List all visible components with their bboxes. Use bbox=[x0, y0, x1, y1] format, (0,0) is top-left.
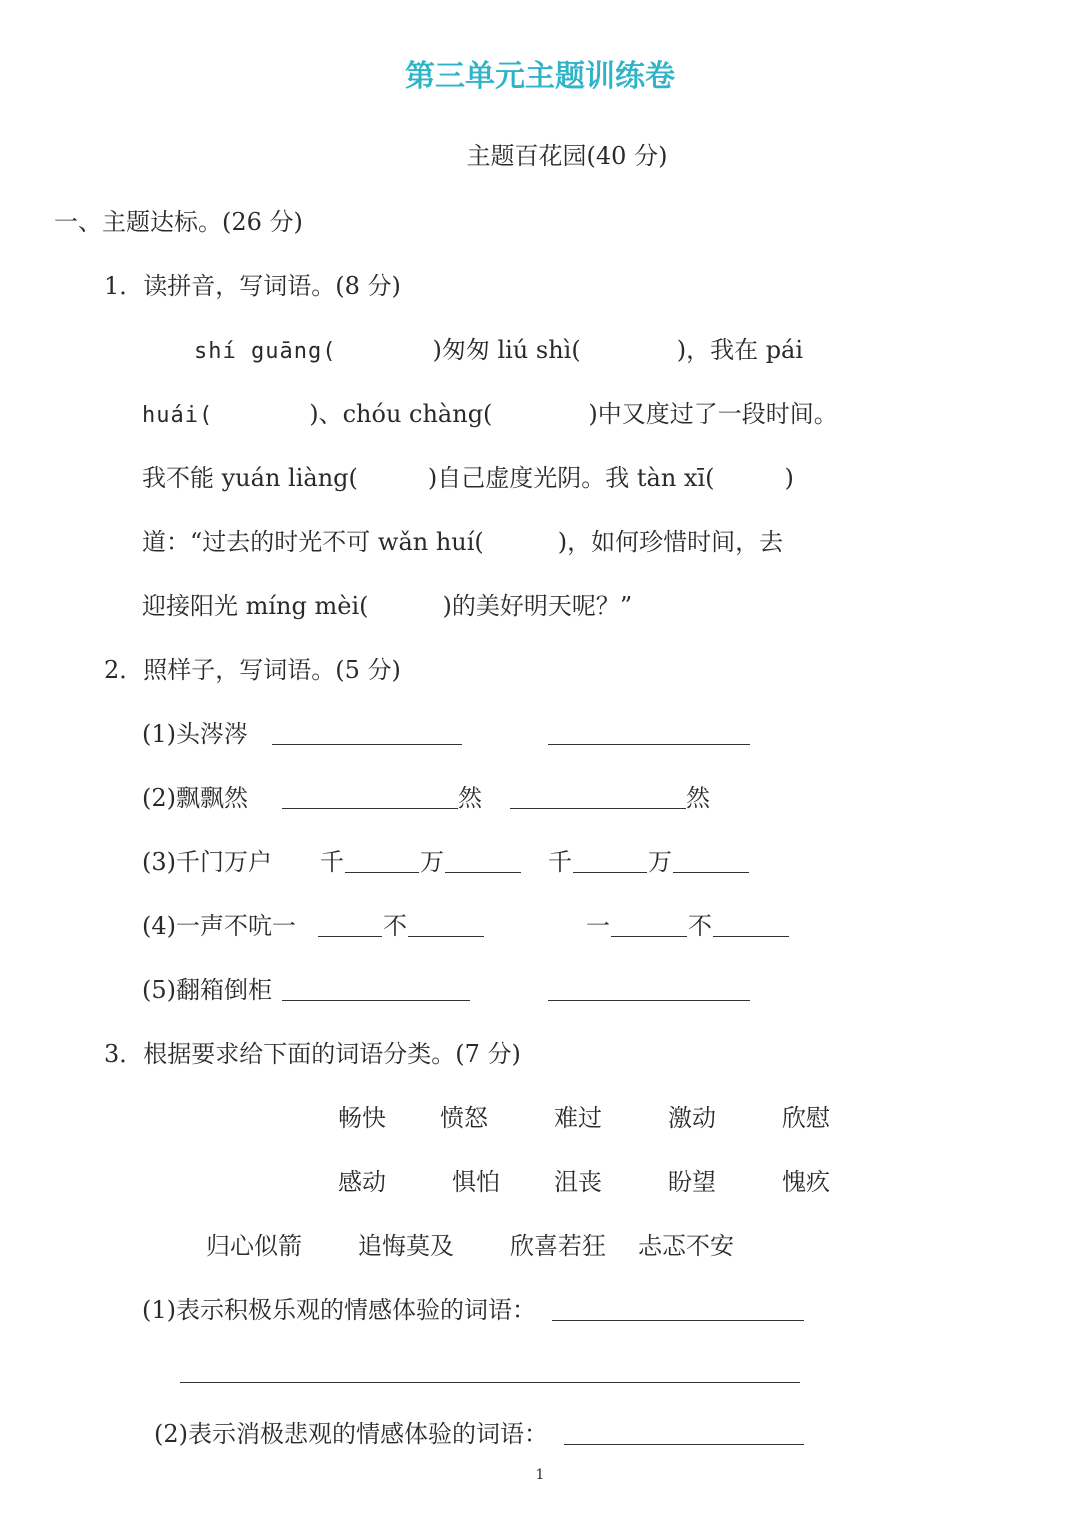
section1-heading: 一、主题达标。(26 分) bbox=[54, 208, 303, 236]
q2-item2-blank1[interactable] bbox=[282, 808, 458, 809]
q1-line1-part1: shí guāng( bbox=[194, 339, 337, 364]
q2-item4-blank4[interactable] bbox=[713, 936, 789, 937]
word-item: 愤怒 bbox=[440, 1104, 488, 1132]
q1-line4 bbox=[142, 530, 783, 554]
q2-item4-char3: 不 bbox=[688, 912, 712, 940]
q1-line1 bbox=[194, 338, 803, 363]
q2-item3-char1: 千 bbox=[320, 848, 344, 876]
word-item: 欣喜若狂 bbox=[510, 1232, 606, 1260]
q1-line4-part2: )，如何珍惜时间，去 bbox=[557, 528, 784, 556]
q2-item3-label: (3)千门万户 bbox=[142, 848, 272, 876]
q1-heading: 1．读拼音，写词语。(8 分) bbox=[104, 272, 401, 300]
q3-sub2-blank1[interactable] bbox=[564, 1444, 804, 1445]
q3-sub1-blank2[interactable] bbox=[180, 1382, 800, 1383]
q2-item2-label: (2)飘飘然 bbox=[142, 784, 248, 812]
q1-line2 bbox=[142, 402, 838, 427]
q1-line3-part2: )自己虚度光阴。我 tàn xī( bbox=[427, 464, 715, 492]
section-subtitle: 主题百花园(40 分) bbox=[466, 142, 668, 170]
q2-item5-label: (5)翻箱倒柜 bbox=[142, 976, 272, 1004]
q2-item5-blank1[interactable] bbox=[282, 1000, 470, 1001]
q1-line1-part3: )，我在 pái bbox=[676, 336, 804, 364]
q3-heading: 3．根据要求给下面的词语分类。(7 分) bbox=[104, 1040, 521, 1068]
q2-item2-suffix1: 然 bbox=[458, 784, 482, 812]
word-item: 感动 bbox=[338, 1168, 386, 1196]
word-item: 归心似箭 bbox=[206, 1232, 302, 1260]
q2-item3-blank4[interactable] bbox=[673, 872, 749, 873]
q2-item4-blank3[interactable] bbox=[611, 936, 687, 937]
q2-heading: 2．照样子，写词语。(5 分) bbox=[104, 656, 401, 684]
q2-item4-char2: 一 bbox=[586, 912, 610, 940]
q1-line4-part1: 道：“过去的时光不可 wǎn huí( bbox=[142, 528, 484, 556]
q3-sub2-label: (2)表示消极悲观的情感体验的词语： bbox=[154, 1420, 548, 1448]
q2-item3-blank3[interactable] bbox=[573, 872, 647, 873]
word-item: 惧怕 bbox=[452, 1168, 500, 1196]
q2-item3-char3: 千 bbox=[548, 848, 572, 876]
q2-item2-blank2[interactable] bbox=[510, 808, 686, 809]
q2-item3-blank1[interactable] bbox=[345, 872, 419, 873]
q2-item1-blank2[interactable] bbox=[548, 744, 750, 745]
page-number: 1 bbox=[535, 1467, 545, 1483]
q2-item4-blank1[interactable] bbox=[318, 936, 382, 937]
q2-item2-suffix2: 然 bbox=[686, 784, 710, 812]
q1-line3 bbox=[142, 466, 794, 490]
word-item: 沮丧 bbox=[554, 1168, 602, 1196]
q3-sub1-label: (1)表示积极乐观的情感体验的词语： bbox=[142, 1296, 536, 1324]
q2-item3-char4: 万 bbox=[648, 848, 672, 876]
q2-item5-blank2[interactable] bbox=[548, 1000, 750, 1001]
q1-line3-part1: 我不能 yuán liàng( bbox=[142, 464, 358, 492]
word-item: 忐忑不安 bbox=[638, 1232, 734, 1260]
page-title: 第三单元主题训练卷 bbox=[405, 59, 675, 94]
q1-line3-part3: ) bbox=[784, 464, 794, 492]
q2-item4-char1: 不 bbox=[383, 912, 407, 940]
word-item: 追悔莫及 bbox=[358, 1232, 454, 1260]
q2-item3-char2: 万 bbox=[420, 848, 444, 876]
q2-item1-blank1[interactable] bbox=[272, 744, 462, 745]
q1-line5-part1: 迎接阳光 míng mèi( bbox=[142, 592, 369, 620]
q2-item4-label: (4)一声不吭一 bbox=[142, 912, 296, 940]
q1-line2-part2: )、chóu chàng( bbox=[309, 400, 493, 428]
q2-item3-blank2[interactable] bbox=[445, 872, 521, 873]
q2-item1-label: (1)头涔涔 bbox=[142, 720, 248, 748]
word-item: 欣慰 bbox=[782, 1104, 830, 1132]
q1-line1-part2: )匆匆 liú shì( bbox=[432, 336, 581, 364]
word-item: 盼望 bbox=[668, 1168, 716, 1196]
word-item: 激动 bbox=[668, 1104, 716, 1132]
q1-line2-part3: )中又度过了一段时间。 bbox=[588, 400, 838, 428]
word-item: 难过 bbox=[554, 1104, 602, 1132]
q1-line2-part1: huái( bbox=[142, 403, 214, 428]
q2-item4-blank2[interactable] bbox=[408, 936, 484, 937]
q1-line5-part2: )的美好明天呢？” bbox=[442, 592, 633, 620]
word-item: 愧疚 bbox=[782, 1168, 830, 1196]
q3-sub1-blank1[interactable] bbox=[552, 1320, 804, 1321]
q1-line5 bbox=[142, 594, 632, 618]
word-item: 畅快 bbox=[338, 1104, 386, 1132]
